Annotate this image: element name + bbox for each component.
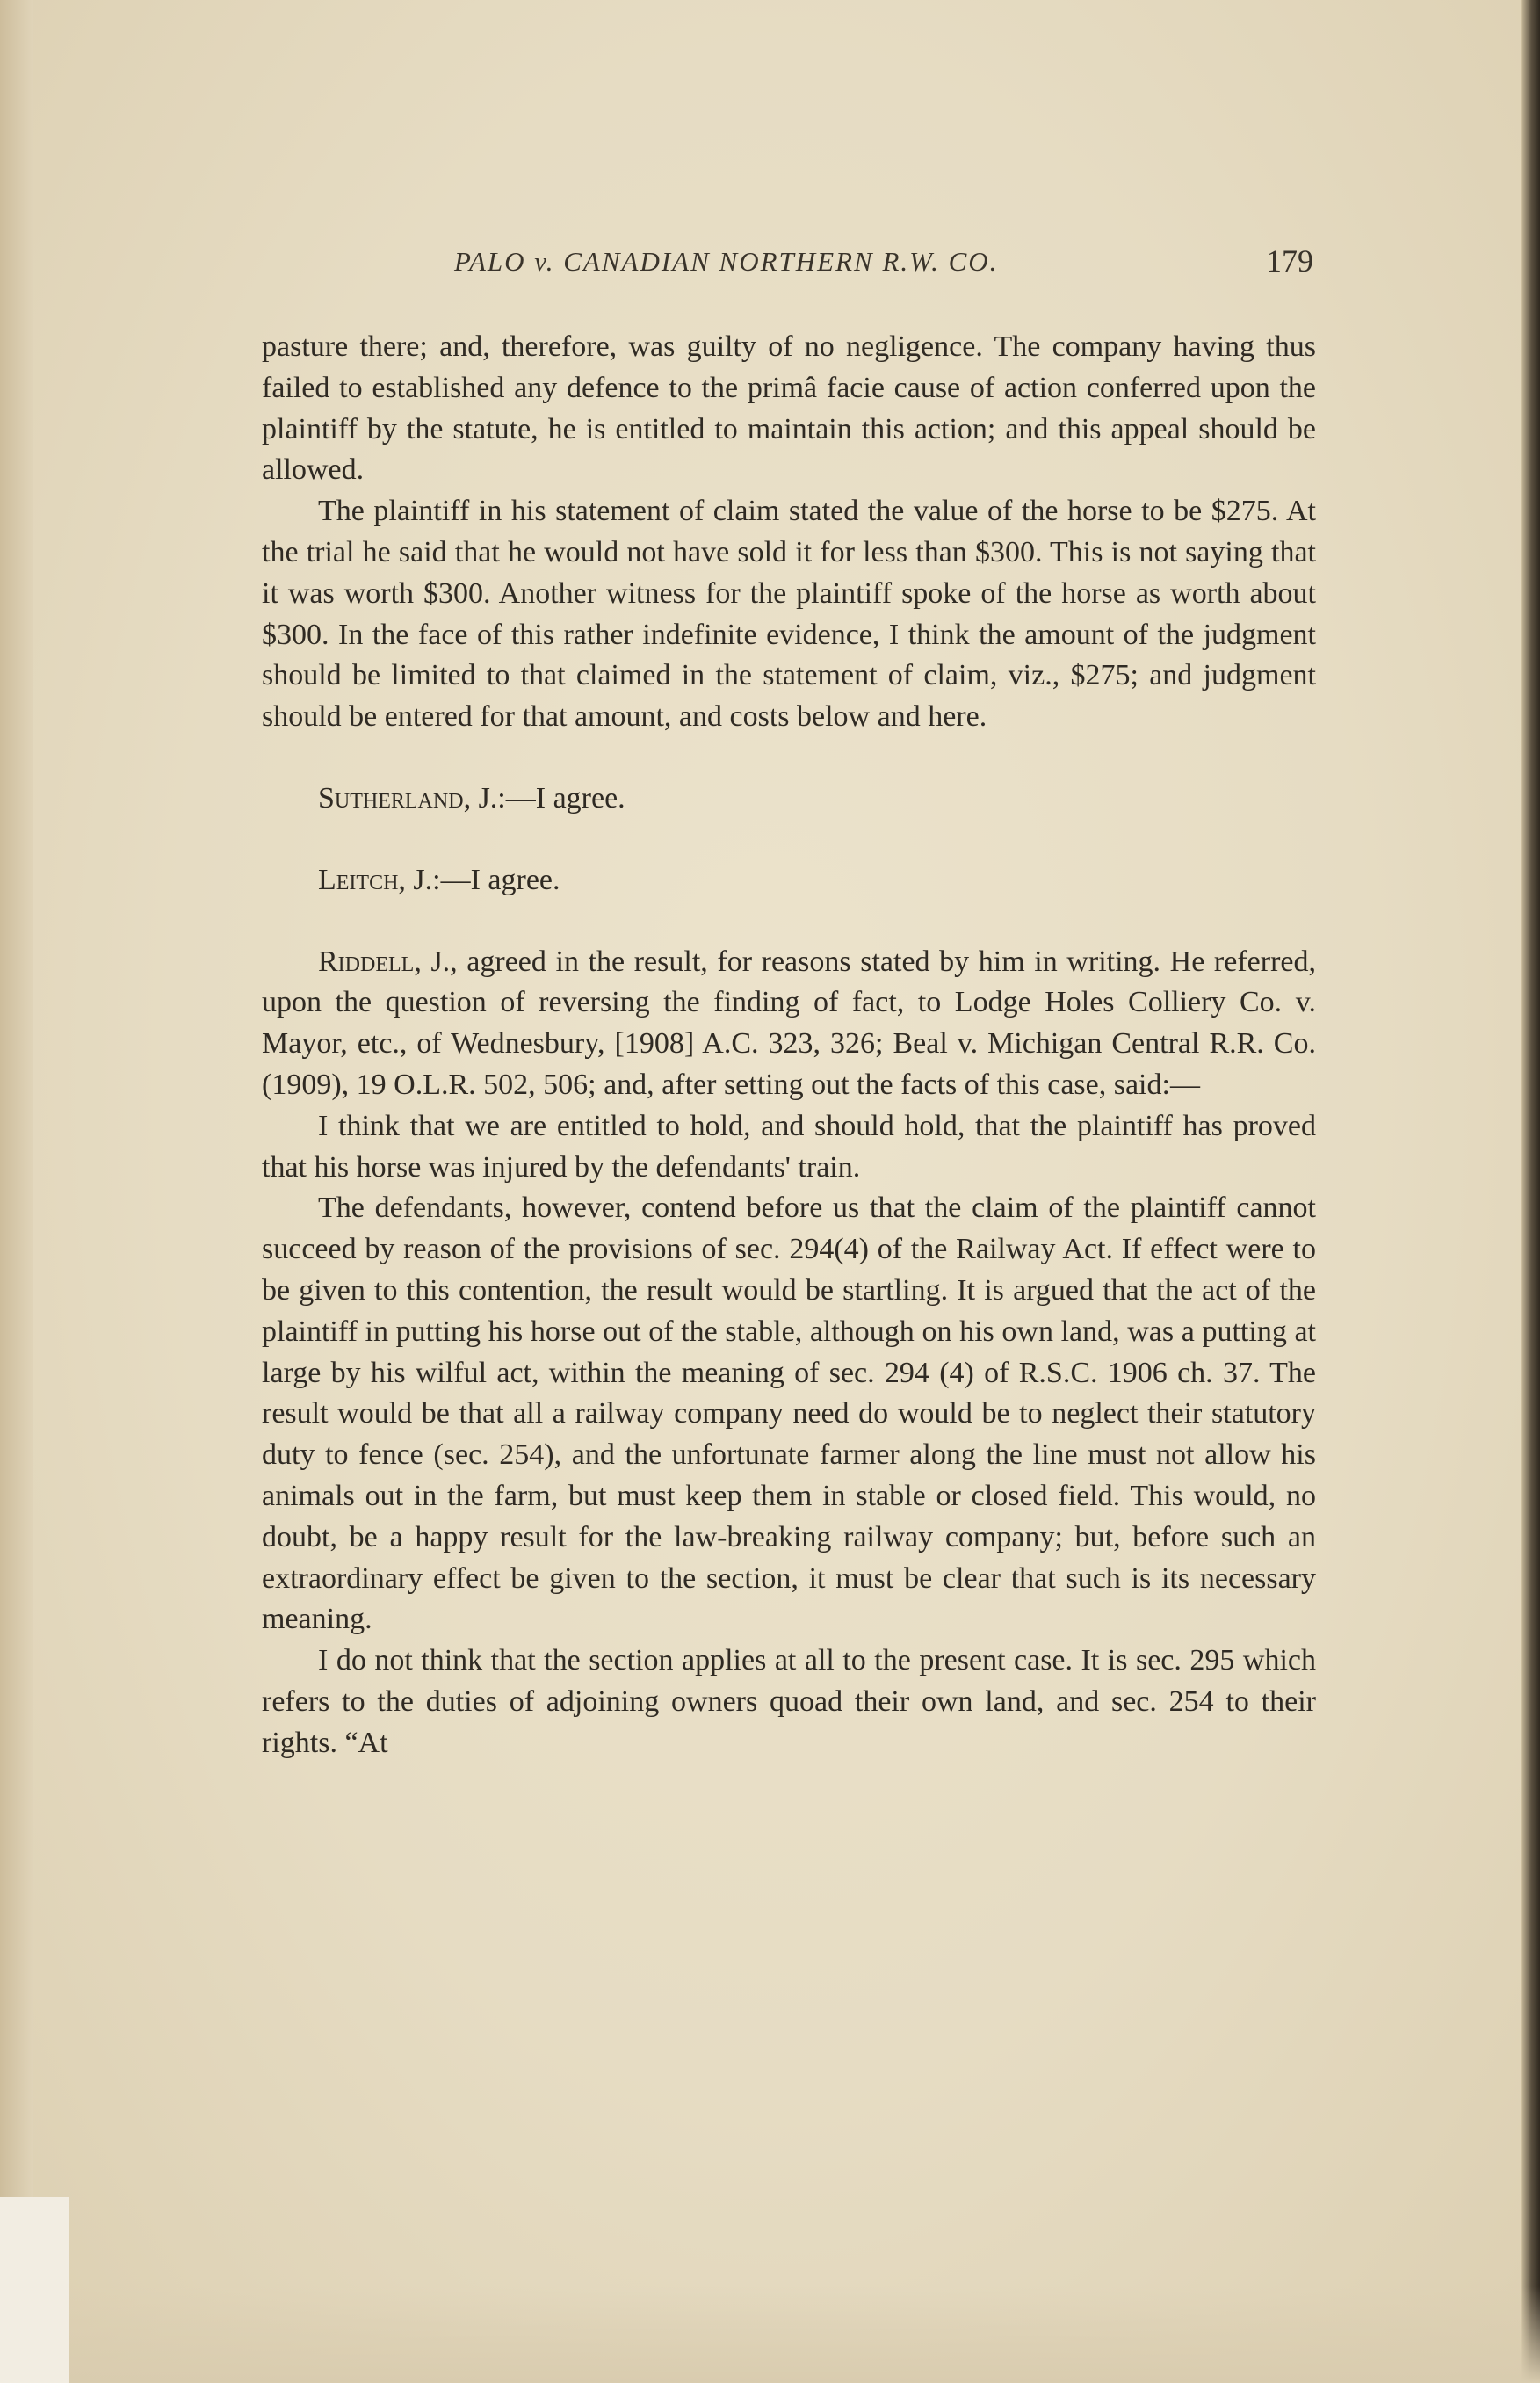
paragraph: I think that we are entitled to hold, and should hold, that the plaintiff has proved that his horse was injured by the defendants' train.: [262, 1109, 1316, 1184]
page-number: 179: [1266, 243, 1313, 279]
concurrence-text: , J.:—I agree.: [463, 781, 625, 815]
paragraph: I do not think that the section applies at all to the present case. It is sec. 295 which refers to the duties of adjoining owners quoad their own land, and sec. 254 to their rights. “At: [262, 1644, 1316, 1759]
opinion-text: , J., agreed in the result, for reasons stated by him in writing. He referred, upon the question of reversing the finding of fact, to Lodge Holes Colliery Co. v. Mayor, etc., of Wednesbury, [1908] A.C. 323, 326; Beal v. Michigan Central R.R. Co. (1909), 19 O.L.R. 502, 506; and, after setting out the facts of this case, said:—: [262, 945, 1316, 1101]
judge-concurrence: [262, 860, 1316, 902]
judge-name: Leitch: [318, 863, 399, 896]
paragraph: The plaintiff in his statement of claim stated the value of the horse to be $275. At the trial he said that he would not have sold it for less than $300. This is not saying that it was worth $300. Another witness for the plaintiff spoke of the horse as worth about $300. In the face of this rather indefinite evidence, I think the amount of the judgment should be limited to that claimed in the statement of claim, viz., $275; and judgment should be entered for that amount, and costs below and here.: [262, 495, 1316, 734]
page-body: [262, 327, 1316, 1764]
page-edge: [1521, 0, 1540, 2383]
judge-name: Riddell: [318, 945, 415, 978]
paragraph: The defendants, however, contend before us that the claim of the plaintiff cannot succeed by reason of the provisions of sec. 294(4) of the Railway Act. If effect were to be given to this contention, the result would be startling. It is argued that the act of the plaintiff in putting his horse out of the stable, although on his own land, was a putting at large by his wilful act, within the meaning of sec. 294 (4) of R.S.C. 1906 ch. 37. The result would be that all a railway company need do would be to neglect their statutory duty to fence (sec. 254), and the unfortunate farmer along the line must not allow his animals out in the farm, but must keep them in stable or closed field. This would, no doubt, be a happy result for the law-breaking railway company; but, before such an extraordinary effect be given to the section, it must be clear that such is its necessary meaning.: [262, 1192, 1316, 1636]
scan-corner-patch: [0, 2197, 69, 2383]
bottom-shading: [0, 2286, 1540, 2383]
judge-name: Sutherland: [318, 781, 464, 815]
page-header: [259, 243, 1313, 286]
judge-concurrence: [262, 779, 1316, 820]
concurrence-text: , J.:—I agree.: [398, 863, 560, 896]
judge-opinion-intro: [262, 942, 1316, 1106]
binding-shadow: [0, 0, 33, 2383]
paragraph: pasture there; and, therefore, was guilty of no negligence. The company having thus failed to established any defence to the primâ facie cause of action conferred upon the plaintiff by the statute, he is entitled to maintain this action; and this appeal should be allowed.: [262, 330, 1316, 487]
running-title: PALO v. CANADIAN NORTHERN R.W. CO.: [454, 246, 999, 277]
